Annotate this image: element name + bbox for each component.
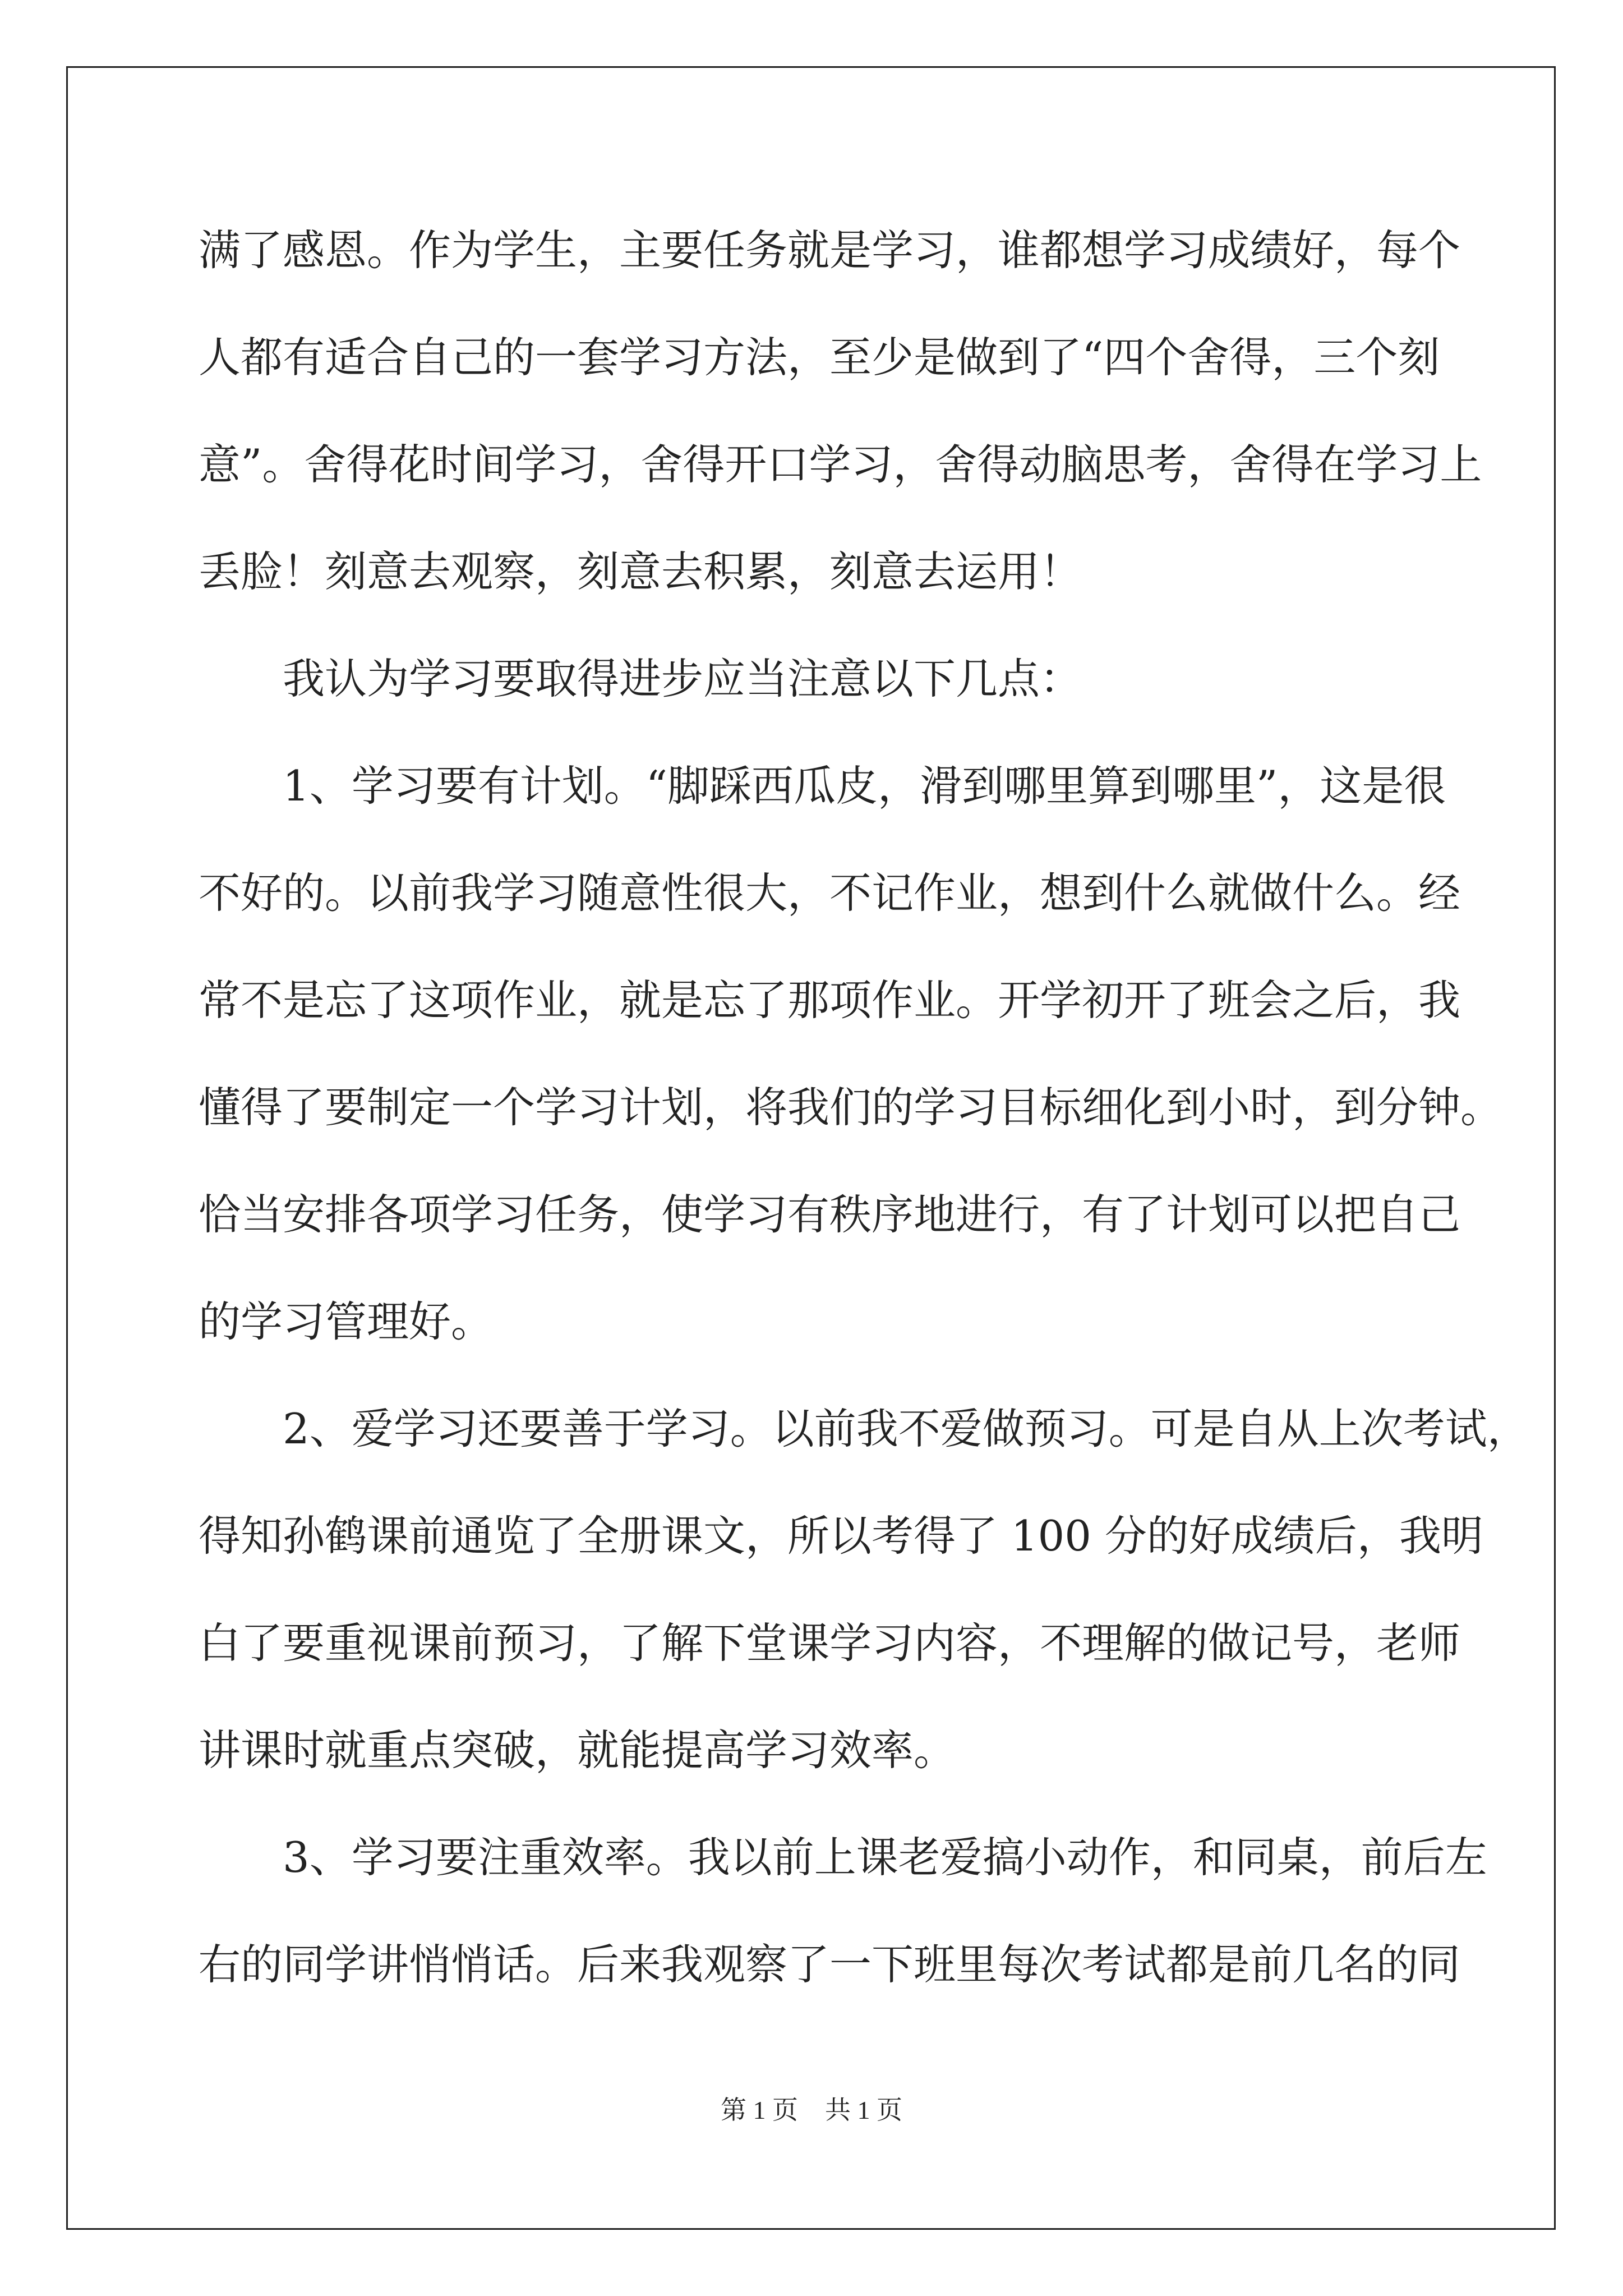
- page-number: 第 1 页: [721, 2096, 798, 2124]
- text-line: 不好的。以前我学习随意性很大，不记作业，想到什么就做什么。经: [199, 868, 1461, 918]
- text-line: 我认为学习要取得进步应当注意以下几点：: [199, 654, 1082, 703]
- text-line: 满了感恩。作为学生，主要任务就是学习，谁都想学习成绩好，每个: [199, 226, 1461, 275]
- text-line: 1、学习要有计划。“脚踩西瓜皮，滑到哪里算到哪里”，这是很: [199, 761, 1446, 811]
- text-line: 常不是忘了这项作业，就是忘了那项作业。开学初开了班会之后，我: [199, 976, 1461, 1025]
- text-line: 恰当安排各项学习任务，使学习有秩序地进行，有了计划可以把自己: [199, 1190, 1461, 1239]
- text-line: 右的同学讲悄悄话。后来我观察了一下班里每次考试都是前几名的同: [199, 1940, 1461, 1989]
- text-line: 讲课时就重点突破，就能提高学习效率。: [199, 1726, 956, 1775]
- text-line: 人都有适合自己的一套学习方法，至少是做到了“四个舍得，三个刻: [199, 333, 1440, 382]
- page-footer: [0, 2093, 1623, 2127]
- text-line: 得知孙鹤课前通览了全册课文，所以考得了 100 分的好成绩后，我明: [199, 1511, 1483, 1561]
- text-line: 的学习管理好。: [199, 1297, 494, 1346]
- text-line: 3、学习要注重效率。我以前上课老爱搞小动作，和同桌，前后左: [199, 1833, 1487, 1882]
- text-line: 2、爱学习还要善于学习。以前我不爱做预习。可是自从上次考试，: [199, 1404, 1529, 1453]
- page-border: [66, 66, 1556, 2230]
- text-line: 丢脸！刻意去观察，刻意去积累，刻意去运用！: [199, 547, 1082, 596]
- page-total: 共 1 页: [825, 2096, 902, 2124]
- text-line: 意”。舍得花时间学习，舍得开口学习，舍得动脑思考，舍得在学习上: [199, 440, 1482, 489]
- text-line: 白了要重视课前预习，了解下堂课学习内容，不理解的做记号，老师: [199, 1618, 1461, 1668]
- text-line: 懂得了要制定一个学习计划，将我们的学习目标细化到小时，到分钟。: [199, 1083, 1503, 1132]
